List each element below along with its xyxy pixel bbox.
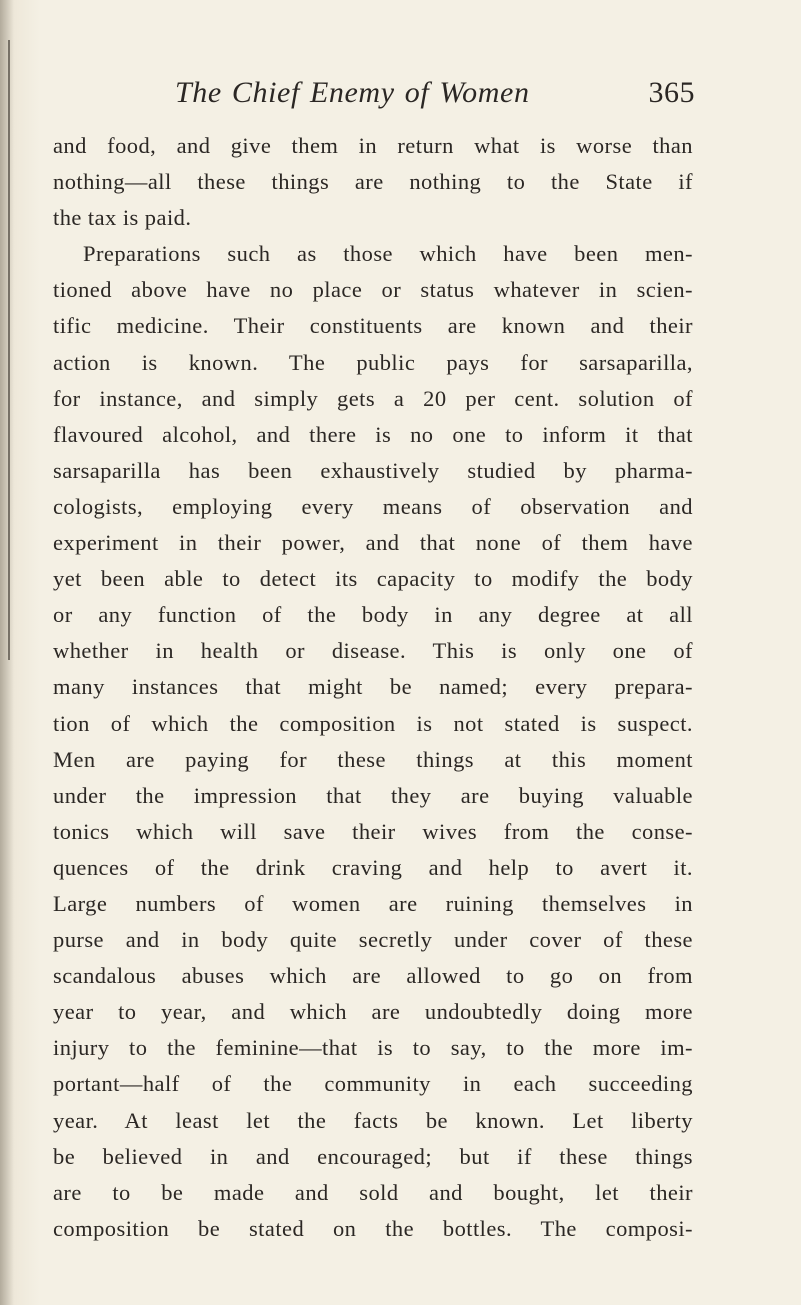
text-line: under the impression that they are buying valuable [53, 782, 693, 808]
text-line: Men are paying for these things at this moment [53, 746, 693, 772]
text-line: experiment in their power, and that none of them have [53, 530, 693, 556]
text-line: sarsaparilla has been exhaustively studied by pharma- [53, 457, 693, 483]
text-line: scandalous abuses which are allowed to go on from [53, 963, 693, 989]
running-title: The Chief Enemy of Women [175, 76, 530, 109]
text-line: tific medicine. Their constituents are known and their [53, 313, 693, 339]
gutter-binding-line [8, 40, 10, 660]
text-line: year. At least let the facts be known. Let liberty [53, 1107, 693, 1133]
text-line: cologists, employing every means of observation and [53, 493, 693, 519]
body-text [53, 128, 693, 1247]
text-line: whether in health or disease. This is only one of [53, 638, 693, 664]
text-line: flavoured alcohol, and there is no one to inform it that [53, 421, 693, 447]
text-line: be believed in and encouraged; but if these things [53, 1143, 693, 1169]
page-number: 365 [648, 76, 695, 109]
text-line: are to be made and sold and bought, let their [53, 1179, 693, 1205]
text-line: portant—half of the community in each succeeding [53, 1071, 693, 1097]
text-line: or any function of the body in any degree at all [53, 602, 693, 628]
text-line-paragraph-start: Preparations such as those which have been men- [83, 241, 693, 267]
text-line: quences of the drink craving and help to avert it. [53, 854, 693, 880]
text-line: tioned above have no place or status whatever in scien- [53, 277, 693, 303]
text-line: composition be stated on the bottles. The composi- [53, 1215, 693, 1241]
text-line: for instance, and simply gets a 20 per cent. solution of [53, 385, 693, 411]
text-line: tonics which will save their wives from the conse- [53, 818, 693, 844]
text-line: action is known. The public pays for sarsaparilla, [53, 349, 693, 375]
text-line: Large numbers of women are ruining themselves in [53, 890, 693, 916]
text-line: nothing—all these things are nothing to the State if [53, 169, 693, 195]
text-line: the tax is paid. [53, 205, 192, 231]
gutter-shadow [0, 0, 14, 1305]
text-line: and food, and give them in return what is worse than [53, 133, 693, 158]
text-line: yet been able to detect its capacity to modify the body [53, 566, 693, 592]
text-line: tion of which the composition is not stated is suspect. [53, 710, 693, 736]
text-line: purse and in body quite secretly under cover of these [53, 927, 693, 953]
text-line: year to year, and which are undoubtedly doing more [53, 999, 693, 1025]
text-line: many instances that might be named; every prepara- [53, 674, 693, 700]
text-line: injury to the feminine—that is to say, to the more im- [53, 1035, 693, 1061]
running-head [175, 76, 695, 116]
